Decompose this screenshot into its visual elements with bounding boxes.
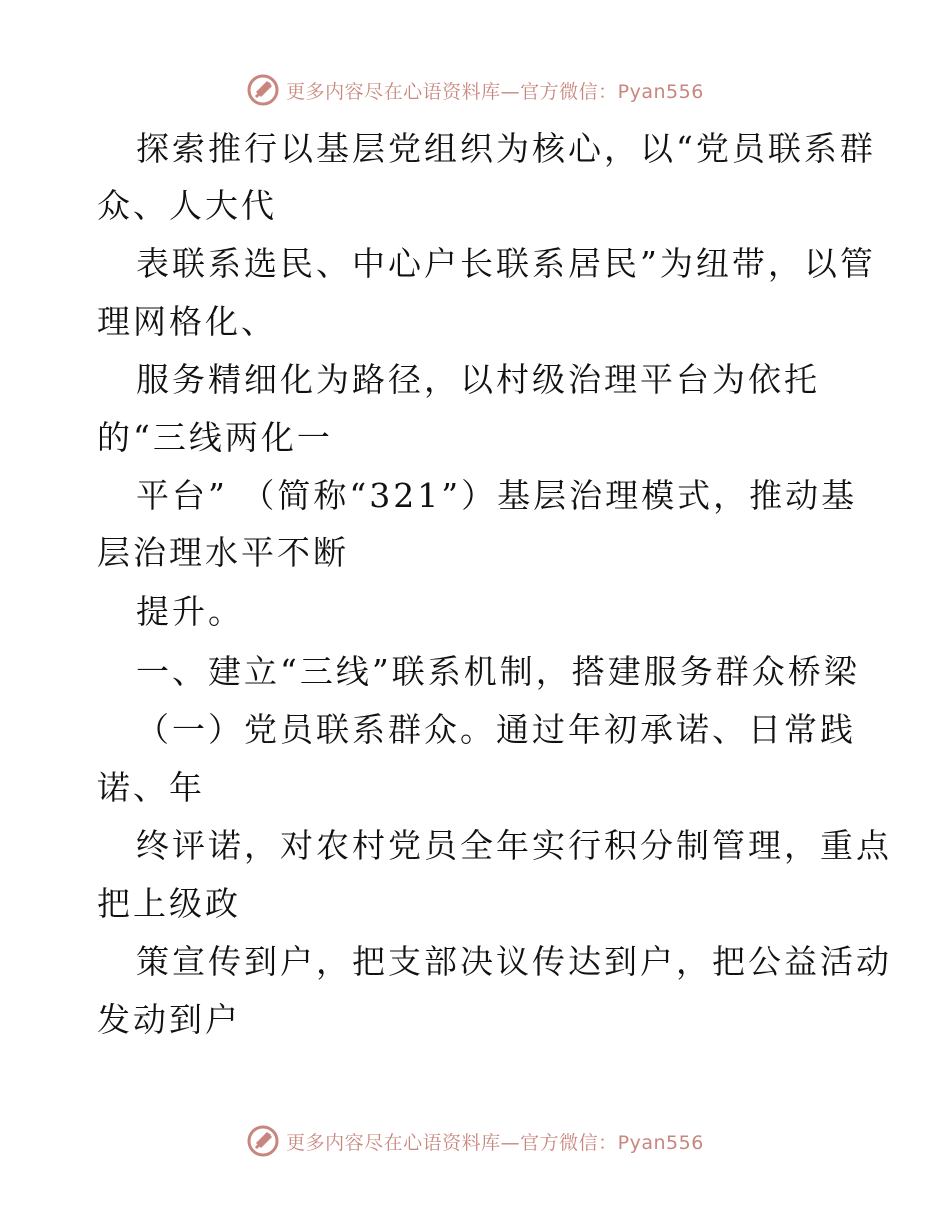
text-line: 服务精细化为路径，以村级治理平台为依托 [136,360,820,399]
section-heading: 一、建立“三线”联系机制，搭建服务群众桥梁 [136,652,860,691]
text-line: 探索推行以基层党组织为核心，以“党员联系群 [136,129,876,168]
text-line: 众、人大代 [97,186,277,225]
watermark-logo-icon [246,1124,280,1158]
subsection-heading: （一）党员联系群众。通过年初承诺、日常践 [136,710,856,749]
text-line: 终评诺，对农村党员全年实行积分制管理，重点 [136,826,892,865]
text-line: 的“三线两化一 [97,418,333,457]
watermark-text: 更多内容尽在心语资料库—官方微信：Pyan556 [286,1131,704,1154]
text-line: 发动到户 [97,1000,241,1039]
text-line: 表联系选民、中心户长联系居民”为纽带，以管 [136,244,876,283]
watermark-text: 更多内容尽在心语资料库—官方微信：Pyan556 [286,80,704,103]
text-line: 提升。 [136,592,244,631]
text-line: 层治理水平不断 [97,533,349,572]
text-line: 理网格化、 [97,302,277,341]
text-line: 诺、年 [97,768,205,807]
text-line: 策宣传到户，把支部决议传达到户，把公益活动 [136,942,892,981]
footer-watermark [0,1121,950,1161]
text-line: 平台” （简称“321”）基层治理模式，推动基 [136,476,858,515]
text-line: 把上级政 [97,884,241,923]
